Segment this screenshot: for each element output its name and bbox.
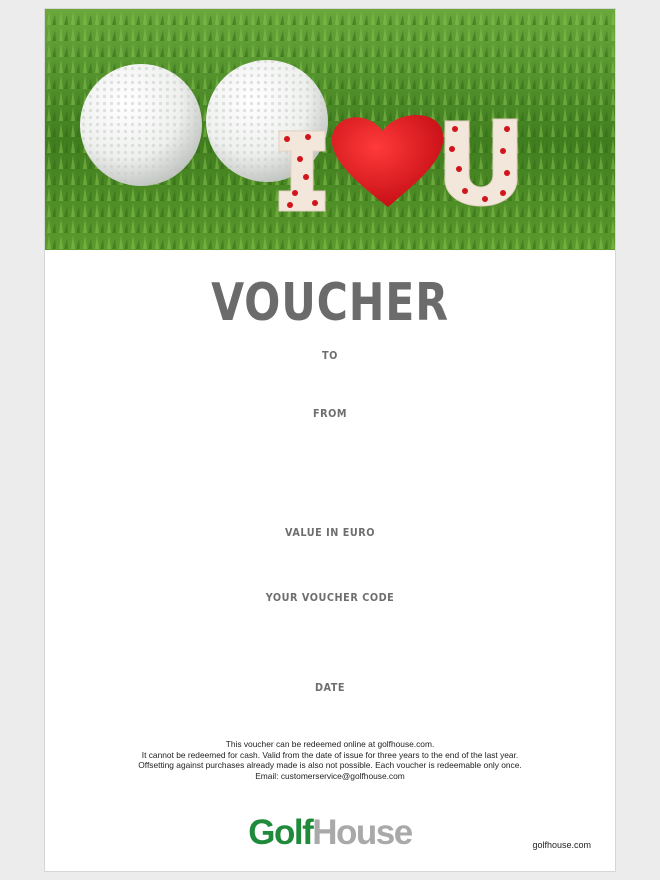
terms-line: It cannot be redeemed for cash. Valid from the date of issue for three years to the end of the last year. bbox=[141, 749, 519, 760]
golfhouse-logo bbox=[45, 813, 615, 853]
from-label: FROM bbox=[312, 407, 348, 420]
golf-love-photo bbox=[45, 9, 615, 250]
terms-line: This voucher can be redeemed online at golfhouse.com. bbox=[225, 739, 435, 749]
voucher-title: VOUCHER bbox=[211, 273, 449, 333]
golf-ball-left bbox=[80, 64, 202, 186]
date-label: DATE bbox=[314, 681, 346, 694]
voucher-sheet bbox=[45, 9, 615, 871]
value-label: VALUE IN EURO bbox=[284, 526, 376, 539]
to-label: TO bbox=[322, 349, 338, 362]
website-text: golfhouse.com bbox=[532, 840, 591, 850]
logo-house-text: House bbox=[312, 813, 412, 852]
logo-golf-text: Golf bbox=[248, 813, 313, 852]
terms-block bbox=[45, 739, 615, 781]
voucher-code-label: YOUR VOUCHER CODE bbox=[265, 591, 395, 604]
terms-line: Email: customerservice@golfhouse.com bbox=[255, 770, 405, 781]
terms-line: Offsetting against purchases already made is also not possible. Each voucher is redeemable only once. bbox=[138, 760, 522, 770]
